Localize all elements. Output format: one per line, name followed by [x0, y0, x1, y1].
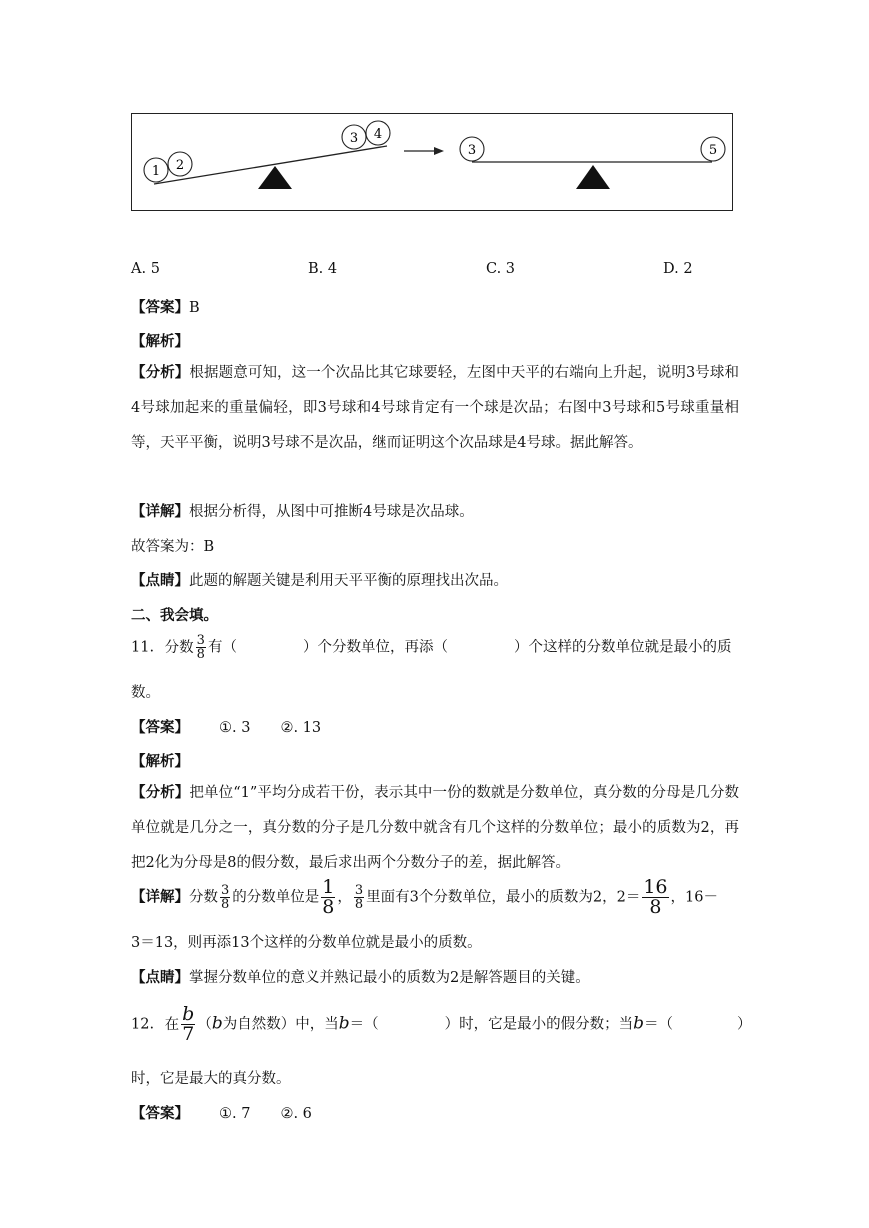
q11-x-fraction-4-den: 8 — [649, 896, 662, 918]
q11-fraction — [196, 634, 206, 661]
q12-fraction-denominator: 7 — [182, 1023, 195, 1045]
ball-2-label: 2 — [175, 158, 185, 173]
q10-dianjing — [131, 569, 508, 590]
q11-question-line1 — [131, 634, 731, 661]
right-fulcrum — [576, 165, 610, 189]
q12-text-3: 为自然数）中，当 — [222, 1016, 339, 1033]
q11-dianjing-text: 掌握分数单位的意义并熟记最小的质数为2是解答题目的关键。 — [189, 970, 590, 986]
ball-4 — [366, 121, 390, 145]
q11-x3: ， — [337, 889, 352, 906]
ball-3-right — [460, 137, 484, 161]
ball-3-left-label: 3 — [349, 131, 359, 146]
q12-answer-label: 【答案】 — [131, 1105, 189, 1122]
q10-fenxi — [131, 355, 739, 461]
q11-x-fraction-4-num: 16 — [643, 876, 668, 898]
q11-answer — [131, 716, 321, 737]
q11-xiangjie-line1 — [131, 878, 718, 917]
option-b: B. 4 — [308, 261, 338, 277]
q10-xiangjie — [131, 500, 474, 521]
q11-x-fraction-1 — [220, 884, 230, 911]
q10-dianjing-text: 此题的解题关键是利用天平平衡的原理找出次品。 — [189, 573, 508, 589]
q12-text-1: 在 — [164, 1016, 180, 1033]
q11-dianjing — [131, 966, 590, 987]
q11-x-fraction-1-den: 8 — [221, 897, 230, 912]
q12-text-6: ＝（ — [644, 1016, 674, 1033]
q12-answer — [131, 1102, 312, 1123]
q11-xiangjie-label: 【详解】 — [131, 888, 189, 906]
q10-fenxi-label: 【分析】 — [131, 364, 190, 381]
q11-xiangjie-line2: 3＝13，则再添13个这样的分数单位就是最小的质数。 — [131, 935, 482, 951]
q10-xiangjie-label: 【详解】 — [131, 503, 189, 520]
q11-x-fraction-3 — [354, 884, 364, 911]
q11-fenxi-text: 把单位“1”平均分成若干份，表示其中一份的数就是分数单位，真分数的分母是几分数单位就是几分之一，真分数的分子是几分数中就含有几个这样的分数单位；最小的质数为2，再把2化为分母是8的假分数，最后求出两个分数分子的差，据此解答。 — [131, 785, 739, 871]
q12-answer-1: ①. 7 — [219, 1106, 251, 1122]
arrow-icon — [404, 147, 444, 155]
q11-x-fraction-2-den: 8 — [322, 896, 335, 918]
q11-x-fraction-1-num: 3 — [221, 883, 230, 898]
q10-answer — [131, 296, 200, 317]
q11-x-fraction-4 — [642, 878, 668, 917]
q11-x5: ，16－ — [670, 889, 718, 906]
balance-diagram — [131, 113, 733, 211]
q12-answer-2: ②. 6 — [280, 1106, 312, 1122]
q11-text-4: ）个这样的分数单位就是最小的质 — [513, 639, 732, 656]
ball-3-left — [342, 125, 366, 149]
q11-x-fraction-2-num: 1 — [322, 876, 335, 898]
q12-text-4: ＝（ — [349, 1016, 379, 1033]
q12-number: 12. — [131, 1016, 155, 1033]
q11-dianjing-label: 【点睛】 — [131, 969, 189, 986]
section-title: 二、我会填。 — [131, 607, 218, 624]
q12-var-2: b — [338, 1013, 350, 1034]
q11-answer-label: 【答案】 — [131, 719, 189, 736]
option-d: D. 2 — [663, 261, 693, 277]
balance-illustration — [132, 114, 732, 210]
q11-x-fraction-3-num: 3 — [354, 883, 364, 898]
q12-text-2: （ — [197, 1016, 212, 1033]
option-a: A. 5 — [131, 261, 160, 277]
q11-answer-2: ②. 13 — [280, 720, 322, 736]
q11-fenxi — [131, 775, 739, 881]
q11-question-line2: 数。 — [131, 685, 160, 701]
q11-fraction-numerator: 3 — [196, 633, 205, 648]
q11-x1: 分数 — [189, 889, 218, 906]
ball-4-label: 4 — [373, 127, 383, 142]
q11-text-2: 有（ — [207, 639, 237, 656]
q12-text-5: ）时，它是最小的假分数；当 — [444, 1016, 634, 1033]
left-fulcrum — [258, 166, 292, 189]
ball-5-label: 5 — [708, 143, 718, 158]
q10-dianjing-label: 【点睛】 — [131, 572, 189, 589]
ball-2 — [168, 152, 192, 176]
q12-question-line1 — [131, 1005, 752, 1044]
q10-jiexi-label: 【解析】 — [131, 333, 189, 350]
ball-1-label: 1 — [151, 164, 161, 179]
q12-question-line2: 时，它是最大的真分数。 — [131, 1071, 291, 1087]
option-c: C. 3 — [486, 261, 516, 277]
q10-answer-value: B — [189, 300, 200, 316]
q11-x4: 里面有3个分数单位，最小的质数为2，2＝ — [366, 889, 641, 906]
q11-fenxi-label: 【分析】 — [131, 784, 190, 801]
q11-fraction-denominator: 8 — [196, 647, 205, 662]
q12-fraction-numerator: b — [182, 1003, 195, 1025]
ball-5 — [701, 137, 725, 161]
ball-1 — [144, 158, 168, 182]
q11-text-3: ）个分数单位，再添（ — [302, 639, 448, 656]
q11-text-1: 分数 — [164, 639, 194, 656]
q11-answer-1: ①. 3 — [219, 720, 251, 736]
q10-answer-label: 【答案】 — [131, 299, 189, 316]
q12-fraction — [181, 1005, 195, 1044]
q12-var-1: b — [211, 1013, 223, 1034]
q11-x2: 的分数单位是 — [232, 889, 320, 906]
q11-x-fraction-2 — [321, 878, 335, 917]
q12-var-3: b — [633, 1013, 645, 1034]
q12-text-7: ） — [737, 1016, 752, 1033]
q11-number: 11. — [131, 639, 155, 656]
q11-jiexi-label: 【解析】 — [131, 753, 189, 770]
ball-3-right-label: 3 — [467, 143, 477, 158]
q10-final-answer: 故答案为：B — [131, 539, 215, 555]
q10-xiangjie-text: 根据分析得，从图中可推断4号球是次品球。 — [189, 504, 474, 520]
q10-fenxi-text: 根据题意可知，这一个次品比其它球要轻，左图中天平的右端向上升起，说明3号球和4号球加起来的重量偏轻，即3号球和4号球肯定有一个球是次品；右图中3号球和5号球重量相等，天平平衡，说明3号球不是次品，继而证明这个次品球是4号球。据此解答。 — [131, 365, 739, 451]
q11-x-fraction-3-den: 8 — [354, 897, 364, 912]
